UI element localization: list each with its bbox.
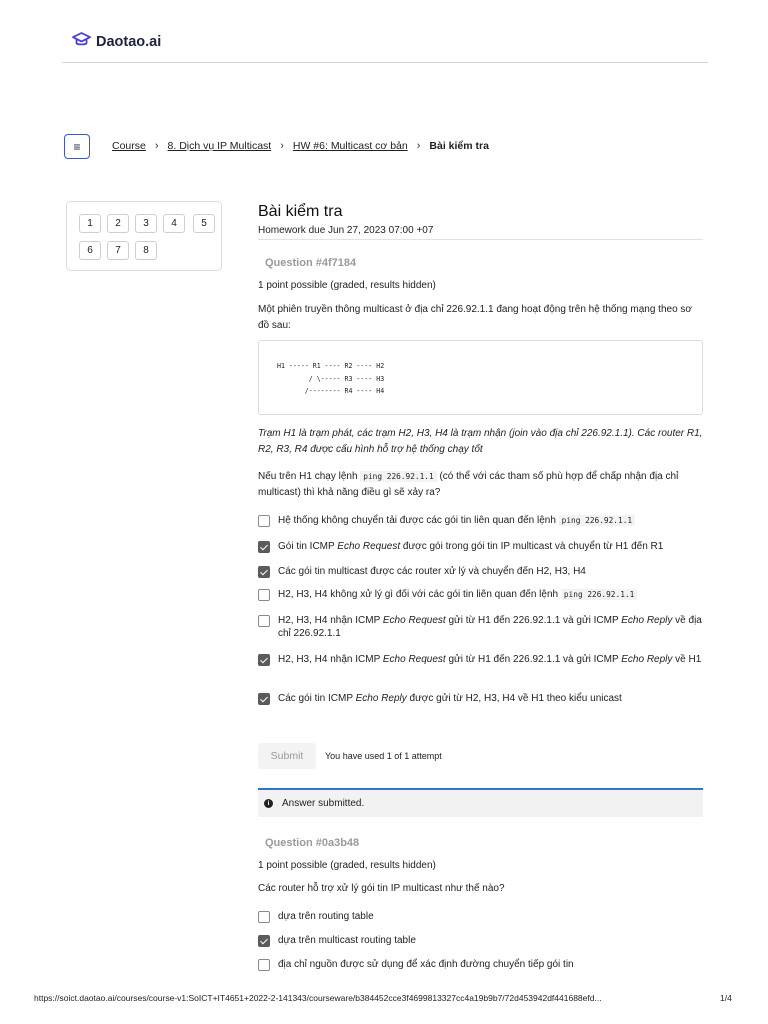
option-label: địa chỉ nguồn được sử dụng để xác định đường chuyển tiếp gói tin	[278, 959, 574, 970]
unit-button-1[interactable]: 1	[79, 214, 101, 233]
unit-button-6[interactable]: 6	[79, 241, 101, 260]
due-date: Homework due Jun 27, 2023 07:00 +07	[258, 225, 434, 236]
page-title: Bài kiểm tra	[258, 203, 343, 220]
unit-button-3[interactable]: 3	[135, 214, 157, 233]
prompt-text: Nếu trên H1 chạy lệnh	[258, 471, 361, 482]
checkbox[interactable]	[258, 959, 270, 971]
option-label: Các gói tin ICMP Echo Reply được gửi từ H2, H3, H4 về H1 theo kiểu unicast	[278, 693, 622, 704]
q2-option-1[interactable]	[258, 910, 703, 923]
breadcrumb-homework-link[interactable]: HW #6: Multicast cơ bản	[292, 140, 408, 152]
q1-option-2[interactable]	[258, 540, 703, 553]
q1-option-7[interactable]	[258, 692, 703, 705]
prompt-text-rest: (có thể với các tham số phù hợp để chấp nhận địa chỉ multicast) thì khả năng điều gì sẽ xảy ra?	[258, 471, 679, 498]
option-label: H2, H3, H4 nhận ICMP Echo Request gửi từ H1 đến 226.92.1.1 và gửi ICMP Echo Reply về địa chỉ 226.92.1.1	[278, 615, 702, 639]
header-divider	[62, 62, 708, 63]
submit-button[interactable]: Submit	[258, 743, 316, 769]
option-label: dựa trên multicast routing table	[278, 935, 416, 946]
unit-navigation	[66, 201, 222, 271]
q1-option-4[interactable]	[258, 588, 703, 601]
q1-option-1[interactable]	[258, 514, 703, 527]
graduation-cap-icon	[72, 32, 91, 52]
breadcrumb-section-link[interactable]: 8. Dịch vụ IP Multicast	[167, 140, 272, 152]
brand-logo[interactable]	[72, 32, 161, 52]
chevron-right-icon: ›	[416, 140, 421, 152]
unit-button-4[interactable]: 4	[163, 214, 185, 233]
checkbox-checked[interactable]	[258, 693, 270, 705]
notice-text: Answer submitted.	[282, 798, 365, 809]
chevron-right-icon: ›	[280, 140, 284, 152]
network-diagram: H1 ----- R1 ---- R2 ---- H2 / \----- R3 ---- H3 /-------- R4 ---- H4	[277, 362, 385, 395]
question-2-id: Question #0a3b48	[265, 837, 360, 849]
breadcrumb-course-link[interactable]: Course	[112, 140, 146, 152]
unit-button-2[interactable]: 2	[107, 214, 129, 233]
question-1-points: 1 point possible (graded, results hidden)	[258, 280, 436, 291]
attempts-text: You have used 1 of 1 attempt	[325, 751, 442, 761]
brand-name: Daotao.ai	[96, 34, 162, 50]
menu-toggle-button[interactable]	[64, 134, 90, 159]
option-label: H2, H3, H4 không xử lý gì đối với các gói tin liên quan đến lệnh ping 226.92.1.1	[278, 588, 637, 601]
checkbox-checked[interactable]	[258, 566, 270, 578]
checkbox-checked[interactable]	[258, 935, 270, 947]
question-1-id: Question #4f7184	[265, 257, 357, 269]
checkbox[interactable]	[258, 589, 270, 601]
question-2-prompt: Các router hỗ trợ xử lý gói tin IP multicast như thế nào?	[258, 883, 505, 894]
print-footer-url: https://soict.daotao.ai/courses/course-v1:SoICT+IT4651+2022-2-141343/courseware/b384452cce3f4699813327cc4a19b9b7/72d453942df441688efd...	[34, 993, 602, 1003]
q2-option-3[interactable]	[258, 958, 703, 971]
question-1-note: Trạm H1 là trạm phát, các trạm H2, H3, H4 là trạm nhận (join vào địa chỉ 226.92.1.1). Các router R1, R2, R3, R4 được cấu hình hỗ trợ hệ thống chạy tốt	[258, 428, 703, 455]
prompt-command: ping 226.92.1.1	[360, 471, 436, 482]
q1-option-5[interactable]	[258, 614, 703, 640]
question-1-intro: Một phiên truyền thông multicast ở địa chỉ 226.92.1.1 đang hoạt động trên hệ thống mạng theo sơ đồ sau:	[258, 304, 692, 331]
checkbox-checked[interactable]	[258, 654, 270, 666]
title-divider	[258, 239, 703, 240]
chevron-right-icon: ›	[154, 140, 159, 152]
unit-button-5[interactable]: 5	[193, 214, 215, 233]
checkbox-checked[interactable]	[258, 541, 270, 553]
checkbox[interactable]	[258, 615, 270, 627]
unit-button-8[interactable]: 8	[135, 241, 157, 260]
option-label: Hệ thống không chuyển tải được các gói tin liên quan đến lệnh ping 226.92.1.1	[278, 514, 635, 527]
info-icon: i	[264, 799, 273, 808]
option-label: Các gói tin multicast được các router xử lý và chuyển đến H2, H3, H4	[278, 566, 586, 577]
print-footer-page: 1/4	[720, 993, 732, 1003]
question-1-prompt	[258, 469, 703, 501]
unit-button-7[interactable]: 7	[107, 241, 129, 260]
checkbox[interactable]	[258, 911, 270, 923]
hamburger-icon: ≡	[73, 139, 81, 154]
breadcrumb-current: Bài kiểm tra	[429, 140, 489, 152]
q2-option-2[interactable]	[258, 934, 703, 947]
option-label: dựa trên routing table	[278, 911, 374, 922]
submission-notice	[258, 790, 703, 817]
question-2-points: 1 point possible (graded, results hidden)	[258, 860, 436, 871]
option-label: H2, H3, H4 nhận ICMP Echo Request gửi từ H1 đến 226.92.1.1 và gửi ICMP Echo Reply về H1	[278, 654, 702, 665]
q1-option-6[interactable]	[258, 653, 703, 666]
breadcrumb	[112, 140, 489, 152]
checkbox[interactable]	[258, 515, 270, 527]
q1-option-3[interactable]	[258, 565, 703, 578]
option-label: Gói tin ICMP Echo Request được gói trong gói tin IP multicast và chuyển từ H1 đến R1	[278, 541, 664, 552]
option-command: ping 226.92.1.1	[559, 515, 635, 526]
option-command: ping 226.92.1.1	[561, 589, 637, 600]
